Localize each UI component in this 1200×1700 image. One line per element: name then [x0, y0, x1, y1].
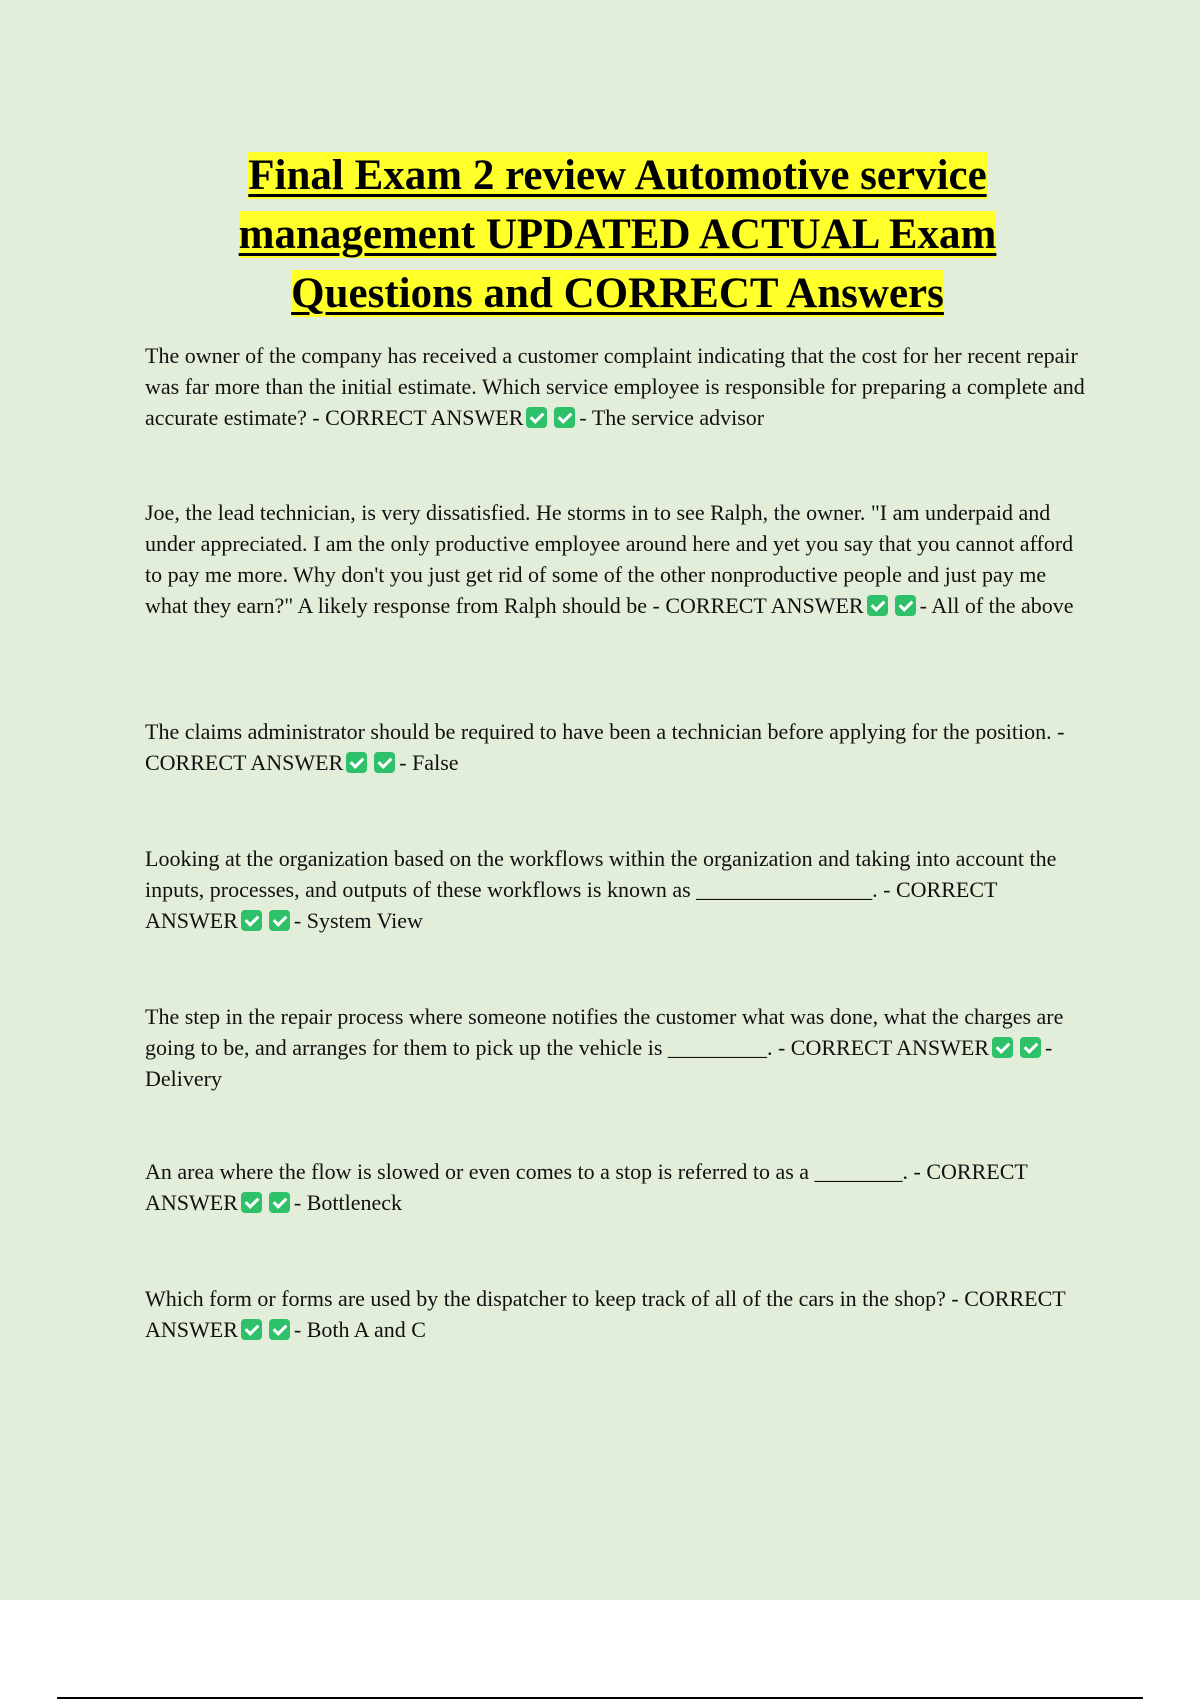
title-line-3: Questions and CORRECT Answers [291, 270, 944, 317]
answer-text: - The service advisor [579, 405, 765, 430]
answer-text: - All of the above [919, 593, 1074, 618]
correct-answer-label: - CORRECT ANSWER [145, 1159, 1028, 1215]
correct-answer-label: - CORRECT ANSWER [652, 593, 864, 618]
qa-item [145, 1283, 1090, 1345]
correct-answer-label: - CORRECT ANSWER [777, 1035, 990, 1060]
question-text: An area where the flow is slowed or even comes to a stop is referred to as a ________. [145, 1159, 909, 1184]
check-mark-icon [374, 752, 395, 773]
qa-item [145, 340, 1090, 433]
qa-item [145, 843, 1090, 936]
footer-divider [57, 1697, 1143, 1699]
question-text: Which form or forms are used by the dispatcher to keep track of all of the cars in the shop? [145, 1286, 946, 1311]
qa-item [145, 716, 1090, 778]
check-mark-icon [992, 1037, 1013, 1058]
qa-item [145, 1001, 1090, 1094]
correct-answer-label: - CORRECT ANSWER [145, 1286, 1066, 1342]
question-text: The owner of the company has received a customer complaint indicating that the cost for her recent repair was far more than the initial estimate. Which service employee is responsible for preparing a complete and accurate estimate? [145, 343, 1085, 430]
title-line-2: management UPDATED ACTUAL Exam [238, 211, 997, 258]
qa-item [145, 1156, 1090, 1218]
check-mark-icon [269, 1192, 290, 1213]
check-mark-icon [241, 1319, 262, 1340]
answer-text: - False [399, 750, 459, 775]
correct-answer-label: - CORRECT ANSWER [145, 719, 1065, 775]
check-mark-icon [526, 407, 547, 428]
question-text: Joe, the lead technician, is very dissatisfied. He storms in to see Ralph, the owner. "I am underpaid and under appreciated. I am the only productive employee around here and yet you say that you cannot afford to pay me more. Why don't you just get rid of some of the other nonproductive people and just pay me what they earn?" A likely response from Ralph should be [145, 500, 1074, 618]
check-mark-icon [1020, 1037, 1041, 1058]
check-mark-icon [554, 407, 575, 428]
question-text: The claims administrator should be required to have been a technician before applying for the position. [145, 719, 1052, 744]
answer-text: - System View [293, 908, 423, 933]
qa-item [145, 497, 1090, 621]
correct-answer-label: - CORRECT ANSWER [145, 877, 998, 933]
check-mark-icon [241, 1192, 262, 1213]
check-mark-icon [895, 595, 916, 616]
question-text: Looking at the organization based on the workflows within the organization and taking into account the inputs, processes, and outputs of these workflows is known as ________________. [145, 846, 1057, 902]
correct-answer-label: - CORRECT ANSWER [312, 405, 524, 430]
check-mark-icon [269, 1319, 290, 1340]
check-mark-icon [241, 910, 262, 931]
answer-text: - Delivery [145, 1035, 1053, 1091]
document-title [130, 146, 1105, 323]
answer-text: - Bottleneck [293, 1190, 403, 1215]
question-text: The step in the repair process where someone notifies the customer what was done, what the charges are going to be, and arranges for them to pick up the vehicle is _________. [145, 1004, 1064, 1060]
check-mark-icon [346, 752, 367, 773]
title-line-1: Final Exam 2 review Automotive service [248, 152, 987, 199]
answer-text: - Both A and C [293, 1317, 426, 1342]
check-mark-icon [269, 910, 290, 931]
check-mark-icon [867, 595, 888, 616]
